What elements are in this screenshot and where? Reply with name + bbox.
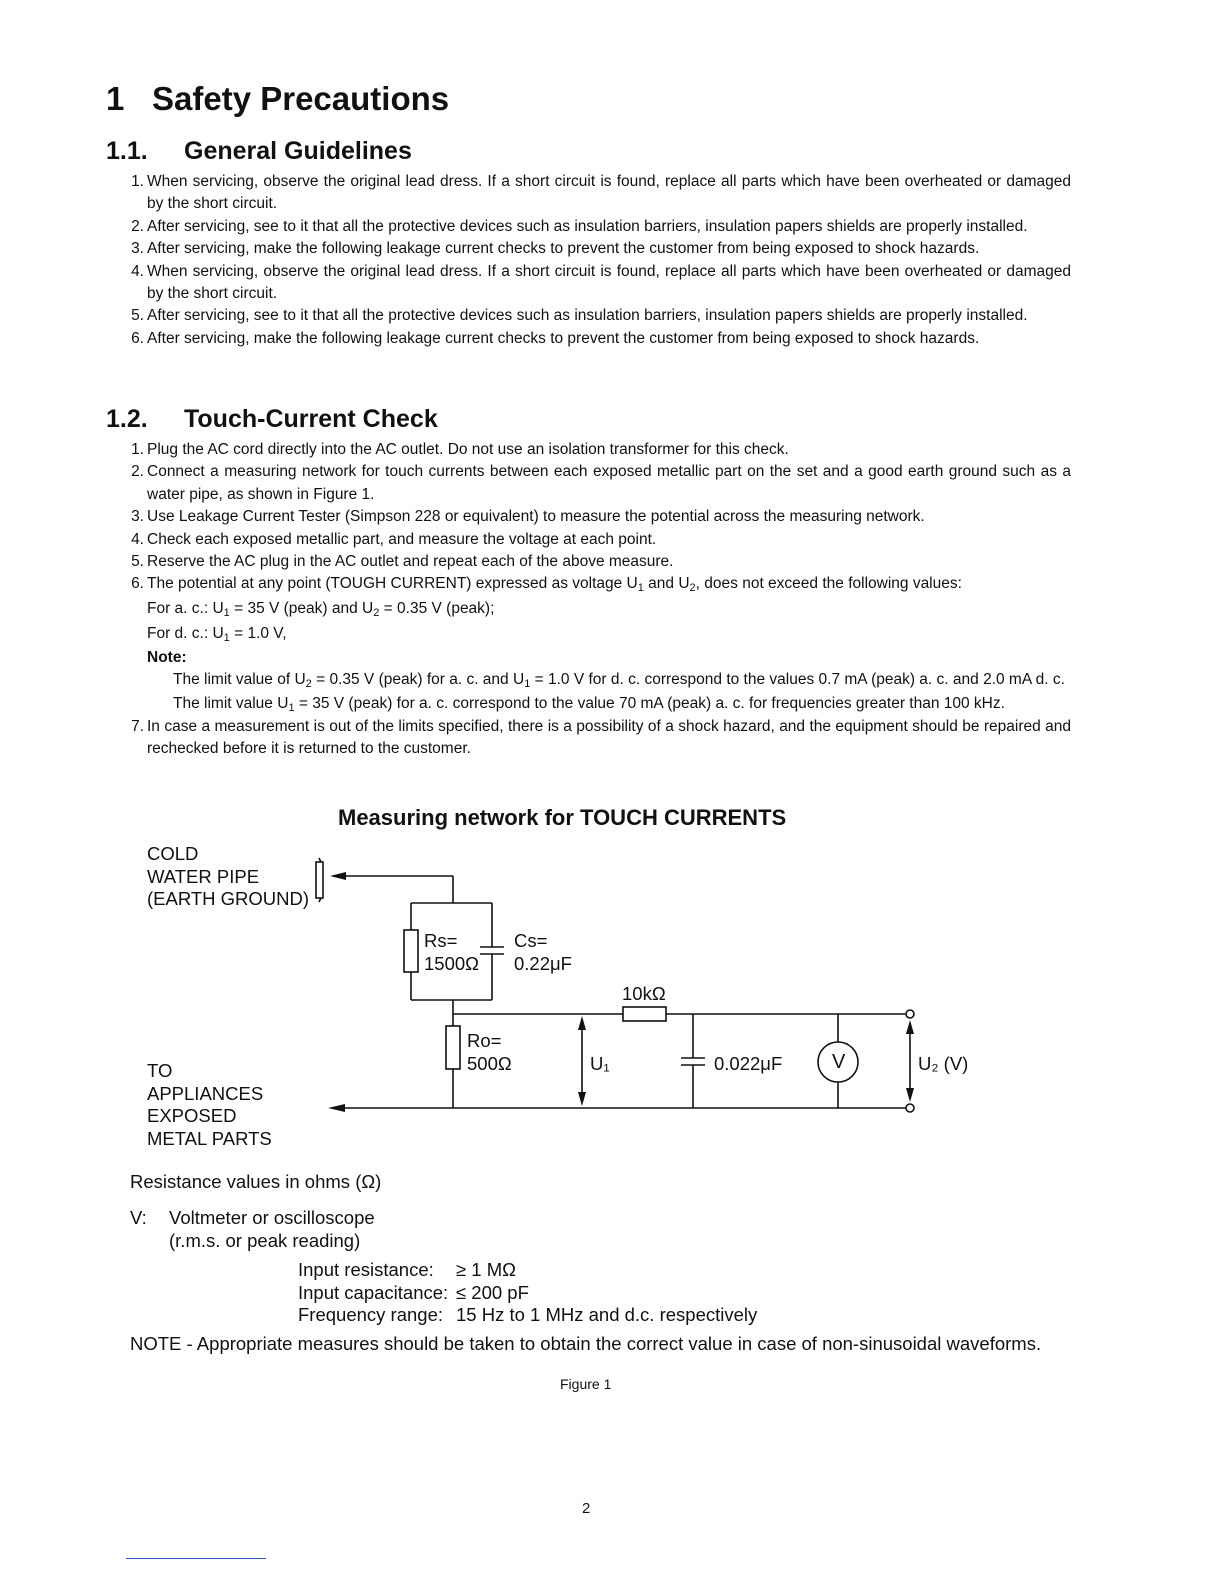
spec-label: Input resistance: [298, 1259, 434, 1280]
list-item-text: In case a measurement is out of the limits specified, there is a possibility of a shock hazard, and the equipment should be repaired and rechecked before it is returned to the customer. [147, 717, 1071, 758]
label-line: Voltmeter or oscilloscope [169, 1207, 375, 1228]
subscript: 2 [305, 677, 312, 690]
earth-ground-pipe-symbol [316, 862, 323, 898]
footer-rule [126, 1558, 266, 1559]
text: For a. c.: U [147, 599, 224, 617]
subscript: 1 [288, 701, 295, 714]
spec-label: Input capacitance: [298, 1281, 449, 1303]
list-item-number: 1. [131, 441, 144, 458]
spec-value: ≥ 1 MΩ [456, 1259, 516, 1280]
list-item-number: 6. [131, 575, 144, 593]
label-line: (r.m.s. or peak reading) [169, 1229, 361, 1251]
list-item-text: After servicing, make the following leakage current checks to prevent the customer from being exposed to shock hazards. [147, 329, 980, 347]
cs-label [514, 930, 572, 975]
text: = 1.0 V for d. c. correspond to the values 0.7 mA (peak) a. c. and 2.0 mA d. c. [530, 670, 1065, 688]
list-item-text: Connect a measuring network for touch currents between each exposed metallic part on the set and a good earth ground such as a water pipe, as shown in Figure 1. [147, 463, 1071, 503]
list-item-text: When servicing, observe the original lead dress. If a short circuit is found, replace all parts which have been overheated or damaged by the short circuit. [147, 173, 1071, 213]
list-item-number: 2. [131, 463, 144, 481]
figure-caption: Figure 1 [560, 1376, 612, 1392]
rs-label [424, 930, 479, 975]
text: For d. c.: U [147, 624, 224, 642]
label-line: Cs= [514, 930, 548, 951]
text: = 35 V (peak) for a. c. correspond to the value 70 mA (peak) a. c. for frequencies greater than 100 kHz. [294, 694, 1005, 712]
text: = 0.35 V (peak); [379, 599, 495, 617]
list-item-text: Reserve the AC plug in the AC outlet and repeat each of the above measure. [147, 553, 674, 571]
label-line: Ro= [467, 1030, 502, 1051]
spec-value: 15 Hz to 1 MHz and d.c. respectively [456, 1304, 758, 1325]
list-item-text: After servicing, see to it that all the protective devices such as insulation barriers, insulation papers shields are properly installed. [147, 217, 1028, 235]
label-line: EXPOSED [147, 1105, 237, 1126]
label-line: 0.22μF [514, 952, 572, 974]
note-label: Note: [147, 648, 187, 666]
label-line: METAL PARTS [147, 1127, 272, 1149]
c022-label: 0.022μF [714, 1053, 783, 1074]
rs-resistor [404, 930, 418, 972]
list-item-number: 1. [131, 173, 144, 190]
list-item-text: When servicing, observe the original lead dress. If a short circuit is found, replace all parts which have been overheated or damaged by the short circuit. [147, 262, 1071, 303]
cold-water-pipe-label [147, 843, 309, 911]
label-line: TO [147, 1060, 173, 1081]
ro-resistor [446, 1026, 460, 1069]
subscript: 2 [689, 582, 696, 595]
text: = 0.35 V (peak) for a. c. and U [311, 670, 525, 688]
list-item-number: 4. [131, 262, 144, 280]
waveform-note: NOTE - Appropriate measures should be taken to obtain the correct value in case of non-sinusoidal waveforms. [130, 1333, 1042, 1354]
text: = 1.0 V, [229, 624, 287, 642]
arrowhead [578, 1092, 586, 1106]
list-item-text: After servicing, make the following leakage current checks to prevent the customer from being exposed to shock hazards. [147, 240, 980, 258]
arrowhead [578, 1016, 586, 1030]
label-line: (EARTH GROUND) [147, 888, 310, 909]
list-item-number: 4. [131, 530, 144, 548]
spec-values [456, 1259, 757, 1327]
list-item-text: Plug the AC cord directly into the AC outlet. Do not use an isolation transformer for this check. [147, 441, 789, 458]
terminal-bottom [906, 1104, 914, 1112]
list-item-number: 3. [131, 508, 144, 526]
ro-label [467, 1030, 512, 1075]
spec-label: Frequency range: [298, 1304, 444, 1325]
page-number: 2 [582, 1500, 591, 1517]
list-item-text: After servicing, see to it that all the protective devices such as insulation barriers, insulation papers shields are properly installed. [147, 307, 1028, 325]
touch-current-number: 1.2. [106, 405, 148, 433]
arrowhead [906, 1088, 914, 1102]
subscript: 1 [223, 631, 230, 644]
subscript: 1 [637, 582, 644, 595]
v-label: V: [130, 1207, 147, 1228]
terminal-top [906, 1010, 914, 1018]
item6-text-a: The potential at any point (TOUGH CURRENT) expressed as voltage U [147, 575, 638, 593]
list-item-number: 2. [131, 217, 144, 235]
v-description [169, 1207, 375, 1252]
spec-value: ≤ 200 pF [456, 1281, 529, 1303]
10k-label: 10kΩ [622, 983, 666, 1004]
arrowhead [330, 872, 346, 880]
10k-resistor [623, 1007, 666, 1021]
list-item-text: Check each exposed metallic part, and measure the voltage at each point. [147, 530, 657, 548]
label-line: 1500Ω [424, 952, 479, 974]
list-item-number: 6. [131, 329, 144, 347]
item6-text-c: , does not exceed the following values: [695, 575, 962, 593]
list-item-number: 5. [131, 307, 144, 325]
label-line: 500Ω [467, 1052, 512, 1074]
list-item-number: 7. [131, 717, 144, 735]
general-guidelines-number: 1.1. [106, 137, 148, 165]
label-line: APPLIANCES [147, 1082, 264, 1104]
list-item-number: 3. [131, 240, 144, 258]
general-guidelines-title: General Guidelines [184, 137, 412, 165]
text: = 35 V (peak) and U [229, 599, 374, 617]
resistance-note: Resistance values in ohms (Ω) [130, 1171, 382, 1192]
subscript: 1 [223, 606, 230, 619]
section-title: Safety Precautions [152, 80, 450, 117]
arrowhead [906, 1020, 914, 1034]
subscript: 2 [373, 606, 380, 619]
appliances-label [147, 1060, 272, 1150]
spec-labels [298, 1259, 448, 1327]
touch-current-title: Touch-Current Check [184, 405, 438, 433]
label-line: Rs= [424, 930, 458, 951]
list-item-text: Use Leakage Current Tester (Simpson 228 or equivalent) to measure the potential across the measuring network. [147, 508, 925, 526]
text: The limit value U [173, 694, 289, 712]
item6-text-b: and U [643, 575, 690, 593]
text: The limit value of U [173, 670, 306, 688]
u1-label: U₁ [590, 1053, 610, 1074]
subscript: 1 [524, 677, 531, 690]
u2-label: U₂ (V) [918, 1053, 969, 1074]
list-item-number: 5. [131, 553, 144, 571]
diagram-title: Measuring network for TOUCH CURRENTS [338, 805, 787, 830]
section-number: 1 [106, 80, 125, 117]
label-line: WATER PIPE [147, 865, 260, 887]
voltmeter-label: V [832, 1051, 846, 1073]
arrowhead [328, 1104, 345, 1112]
label-line: COLD [147, 843, 199, 864]
